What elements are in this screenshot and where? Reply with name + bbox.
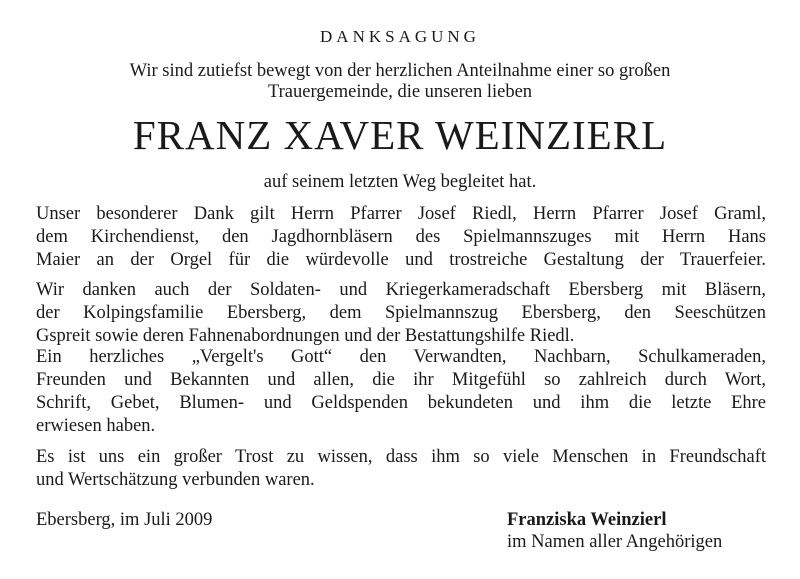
thanks-paragraph-family-friends — [36, 346, 766, 438]
paragraph-line: Es ist uns ein großer Trost zu wissen, dass ihm so viele Menschen in Freundschaft — [36, 447, 766, 467]
paragraph-line: Ein herzliches „Vergelt's Gott“ den Verwandten, Nachbarn, Schulkameraden, — [36, 347, 766, 367]
intro-line: Wir sind zutiefst bewegt von der herzlichen Anteilnahme einer so großen — [129, 61, 671, 81]
paragraph-line: Unser besonderer Dank gilt Herrn Pfarrer Josef Riedl, Herrn Pfarrer Josef Graml, — [36, 204, 766, 224]
paragraph-line: Gspreit sowie deren Fahnenabordnungen und der Bestattungshilfe Riedl. — [36, 326, 575, 346]
paragraph-line: Freunden und Bekannten und allen, die ihr Mitgefühl so zahlreich durch Wort, — [36, 370, 766, 390]
paragraph-line: und Wertschätzung verbunden waren. — [36, 470, 315, 490]
after-name-text: auf seinem letzten Weg begleitet hat. — [263, 172, 537, 192]
thanks-paragraph-associations — [36, 279, 766, 348]
thanks-paragraph-clergy — [36, 203, 766, 272]
paragraph-line: dem Kirchendienst, den Jagdhornbläsern des Spielmannszuges mit Herrn Hans — [36, 227, 766, 247]
intro-text — [0, 61, 800, 103]
signer-name: Franziska Weinzierl — [507, 510, 667, 530]
deceased-name: FRANZ XAVER WEINZIERL — [132, 112, 668, 158]
paragraph-line: Maier an der Orgel für die würdevolle und trostreiche Gestaltung der Trauerfeier. — [36, 250, 766, 270]
closing-paragraph — [36, 446, 766, 492]
paragraph-line: der Kolpingsfamilie Ebersberg, dem Spielmannszug Ebersberg, den Seeschützen — [36, 303, 766, 323]
intro-line: Trauergemeinde, die unseren lieben — [267, 82, 533, 102]
paragraph-line: erwiesen haben. — [36, 416, 156, 436]
paragraph-line: Schrift, Gebet, Blumen- und Geldspenden bekundeten und ihm die letzte Ehre — [36, 393, 766, 413]
place-date: Ebersberg, im Juli 2009 — [36, 510, 213, 530]
notice-heading: DANKSAGUNG — [320, 27, 480, 46]
signer-note: im Namen aller Angehörigen — [507, 532, 723, 552]
paragraph-line: Wir danken auch der Soldaten- und Kriegerkameradschaft Ebersberg mit Bläsern, — [36, 280, 766, 300]
